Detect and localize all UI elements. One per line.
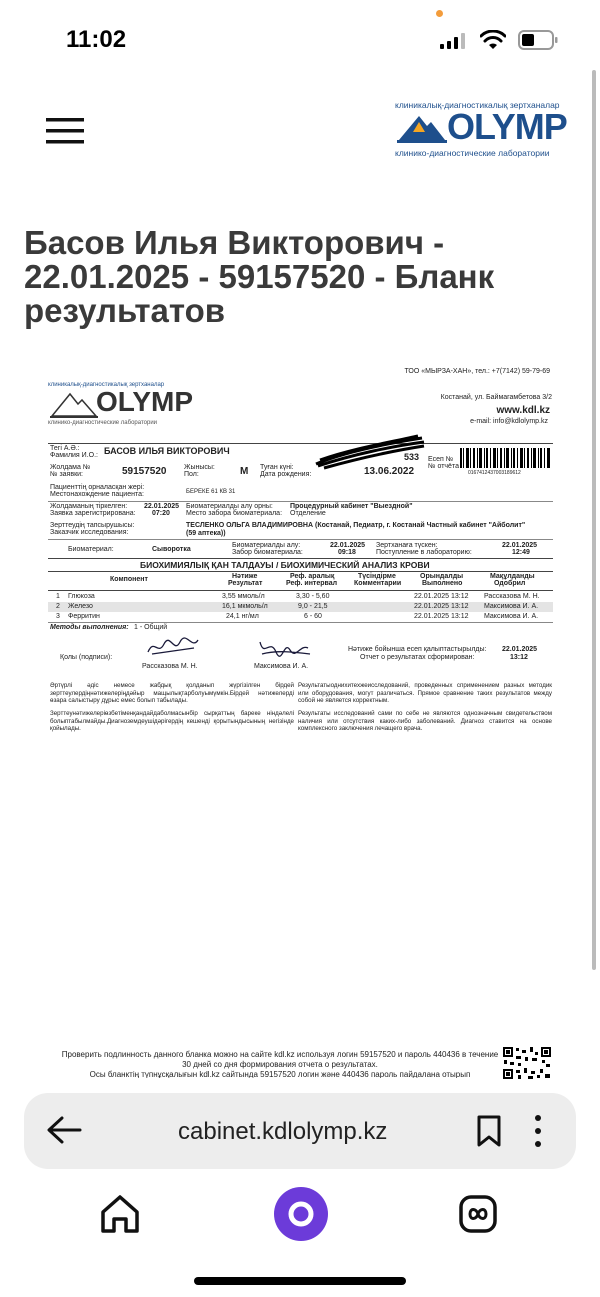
received-label-ru: Поступление в лабораторию: (376, 549, 472, 556)
patient-sex: М (240, 466, 249, 477)
logo-tagline-ru: клинико-диагностические лаборатории (395, 148, 550, 158)
page-title: Басов Илья Викторович - 22.01.2025 - 59157520 - Бланк результатов (24, 224, 495, 329)
logo-wordmark: OLYMP (447, 106, 567, 147)
verification-text-ru: Проверить подлинность данного бланка можно на сайте kdl.kz используя логин 59157520 и пароль 440436 в течение 30 дней со дня формирования отчета о результатах. (61, 1050, 499, 1069)
location-value: БЕРЕКЕ 61 КВ 31 (186, 489, 236, 495)
customer-value: ТЕСЛЕНКО ОЛЬГА ВЛАДИМИРОВНА (Костанай, Педиатр, г. Костанай Частный кабинет "Айболит" (186, 522, 526, 529)
row-2-number: 2 (56, 603, 60, 610)
received-time: 12:49 (512, 549, 530, 556)
formed-label-ru: Отчет о результатах сформирован: (360, 654, 475, 661)
home-icon[interactable] (98, 1192, 142, 1236)
row-3-number: 3 (56, 613, 60, 620)
privacy-indicator-dot (436, 10, 443, 17)
formed-label-kz: Нәтиже бойынша есеп қалыптастырылды: (348, 646, 487, 653)
biomaterial-label: Биоматериал: (68, 546, 114, 553)
olymp-logo[interactable] (395, 100, 575, 160)
methods-value: 1 - Общий (134, 624, 168, 631)
status-time: 11:02 (66, 26, 127, 53)
place-department: Отделение (290, 510, 326, 517)
received-label-kz: Зертханаға түскен: (376, 542, 438, 549)
barcode-icon (460, 448, 552, 468)
doc-logo-wordmark: OLYMP (96, 386, 193, 417)
note-kz-1: Әртүрлі әдіс немесе жабдық қолданып жүргізілген бірдей зерттеулердіңнәтижелеріңдәйыр мащылықтарболуымүмкін.Бірдей нәтижелерді өзара салыстыру дұрыс емес болып табылады. (50, 682, 294, 704)
row-2-ref: 9,0 - 21,5 (298, 603, 328, 610)
col-result-ru: Результат (228, 580, 263, 587)
col-approved-kz: Мақұлданды (490, 573, 535, 580)
signatures-label: Қолы (подписи): (60, 654, 113, 661)
received-date: 22.01.2025 (502, 542, 538, 549)
take-label-ru: Забор биоматериала: (232, 549, 303, 556)
company-contacts: ТОО «МЫРЗА-ХАН», тел.: +7(7142) 59-79-69 (404, 368, 550, 375)
row-1-ref: 3,30 - 5,60 (296, 593, 330, 600)
qr-code-icon (502, 1046, 552, 1080)
row-2-result: 16,1 мкмоль/л (222, 603, 268, 610)
note-ru-2: Результаты исследований сами по себе не являются однозначным свидетельством наличия или отсутствия каких-либо заболеваний. Диагноз ставится на основе комплексного заключения лечащего врача. (298, 710, 552, 732)
home-indicator[interactable] (194, 1277, 406, 1285)
registered-time: 07:20 (152, 510, 170, 517)
signature-2 (256, 636, 312, 658)
verification-text-kz: Осы бланктің түпнұсқалығын kdl.kz сайтында 59157520 логин және 440436 пароль пайдалана отырып (89, 1070, 471, 1078)
formed-time: 13:12 (510, 654, 528, 661)
take-date: 22.01.2025 (330, 542, 366, 549)
signature-1 (144, 636, 200, 658)
biomaterial-value: Сыворотка (152, 546, 191, 553)
mountain-logo-icon (397, 110, 447, 146)
order-number: 59157520 (122, 466, 167, 477)
row-3-ref: 6 - 60 (304, 613, 322, 620)
birth-date: 13.06.2022 (364, 466, 415, 477)
results-document (48, 362, 558, 734)
note-ru-1: Результатыоднихитехжеисследований, проведенных сприменением разных методик или оборудования, могут различаться. Прямое сравнение таких результатов между собой не является корректным. (298, 682, 552, 704)
col-approved-ru: Одобрил (494, 580, 526, 587)
row-3-result: 24,1 нг/мл (226, 613, 259, 620)
signer-2-name: Максимова И. А. (254, 663, 309, 670)
registered-label-ru: Заявка зарегистрирована: (50, 510, 136, 517)
col-component: Компонент (110, 576, 148, 583)
methods-label: Методы выполнения: (50, 624, 129, 631)
iin-partial: 533 (404, 452, 420, 462)
col-done-ru: Выполнено (422, 580, 463, 587)
row-1-name: Глюкоза (68, 593, 95, 600)
tabs-icon[interactable] (458, 1194, 498, 1234)
company-email: e-mail: info@kdlolymp.kz (470, 418, 548, 425)
take-label-kz: Биоматериалды алу: (232, 542, 301, 549)
location-label-ru: Местонахождение пациента: (50, 491, 144, 498)
back-arrow-icon[interactable] (46, 1114, 82, 1146)
doc-logo-icon (50, 390, 98, 420)
row-1-number: 1 (56, 593, 60, 600)
customer-label-ru: Заказчик исследования: (50, 529, 129, 536)
row-1-done: 22.01.2025 13:12 (414, 593, 469, 600)
row-3-approved: Максимова И. А. (484, 613, 539, 620)
row-3-done: 22.01.2025 13:12 (414, 613, 469, 620)
logo-tagline-kz: клиникалық-диагностикалық зертханалар (395, 100, 560, 110)
wifi-icon (480, 30, 506, 50)
battery-icon (518, 30, 558, 50)
voice-assistant-button[interactable] (274, 1187, 328, 1241)
col-ref-kz: Реф. аралық (290, 573, 335, 580)
bookmark-icon[interactable] (476, 1114, 502, 1148)
col-result-kz: Нәтиже (232, 573, 258, 580)
cellular-signal-icon (440, 33, 466, 49)
more-options-icon[interactable] (530, 1113, 546, 1149)
patient-name: БАСОВ ИЛЬЯ ВИКТОРОВИЧ (104, 446, 230, 456)
fio-label-kz: Тегі А.Ә.: (50, 445, 80, 452)
registered-date: 22.01.2025 (144, 503, 180, 510)
location-label-kz: Пациенттің орналасқан жері: (50, 484, 145, 491)
row-2-approved: Максимова И. А. (484, 603, 539, 610)
report-label-ru: № отчёта (428, 463, 459, 470)
row-3-name: Ферритин (68, 613, 100, 620)
doc-logo-tagline-kz: клиникалық-диагностикалық зертханалар (48, 382, 165, 388)
fio-label-ru: Фамилия И.О.: (50, 452, 98, 459)
place-label-ru: Место забора биоматериала: (186, 510, 283, 517)
note-kz-2: Зерттеунәтижелеріөзбетіменқандайдаболмасынбір сырқаттың бареке ніндәлелі болыптабылмайды.Диагноземдеушідәрігердің кешенді қорытындысының негізінде қойылады. (50, 710, 294, 732)
doc-logo-tagline-ru: клинико-диагностические лаборатории (48, 420, 158, 426)
sex-label-ru: Пол: (184, 471, 199, 478)
signer-1-name: Рассказова М. Н. (142, 663, 198, 670)
company-address: Костанай, ул. Баймагамбетова 3/2 (440, 394, 552, 401)
customer-label-kz: Зерттеудің тапсырушысы: (50, 522, 135, 529)
barcode-number: 0167412437003189612 (468, 470, 521, 476)
registered-label-kz: Жолдаманың тіркелген: (50, 503, 128, 510)
hamburger-menu-icon[interactable] (46, 115, 86, 147)
col-comment-kz: Түсіндірме (358, 573, 396, 580)
sex-label-kz: Жынысы: (184, 464, 215, 471)
url-text[interactable]: cabinet.kdlolymp.kz (178, 1118, 388, 1145)
assistant-ring-icon (287, 1200, 315, 1228)
col-done-kz: Орындалды (420, 573, 464, 580)
col-ref-ru: Реф. интервал (286, 580, 338, 587)
row-2-name: Железо (68, 603, 93, 610)
row-1-result: 3,55 ммоль/л (222, 593, 265, 600)
order-label-ru: № заявки: (50, 471, 83, 478)
page-scrollbar[interactable] (592, 70, 596, 970)
customer-value-2: (59 аптека)) (186, 530, 226, 537)
order-label-kz: Жолдама № (50, 464, 91, 471)
place-value: Процедурный кабинет "Выездной" (290, 503, 413, 510)
formed-date: 22.01.2025 (502, 646, 538, 653)
company-website: www.kdl.kz (496, 405, 550, 416)
take-time: 09:18 (338, 549, 356, 556)
row-2-done: 22.01.2025 13:12 (414, 603, 469, 610)
birth-label-kz: Туған күні: (260, 464, 294, 471)
report-label-kz: Есеп № (428, 456, 454, 463)
birth-label-ru: Дата рождения: (260, 471, 312, 478)
verification-text (60, 1050, 500, 1078)
row-1-approved: Рассказова М. Н. (484, 593, 540, 600)
place-label-kz: Биоматериалды алу орны: (186, 503, 273, 510)
section-title: БИОХИМИЯЛЫҚ ҚАН ТАЛДАУЫ / БИОХИМИЧЕСКИЙ АНАЛИЗ КРОВИ (140, 560, 430, 570)
col-comment-ru: Комментарии (354, 580, 402, 587)
